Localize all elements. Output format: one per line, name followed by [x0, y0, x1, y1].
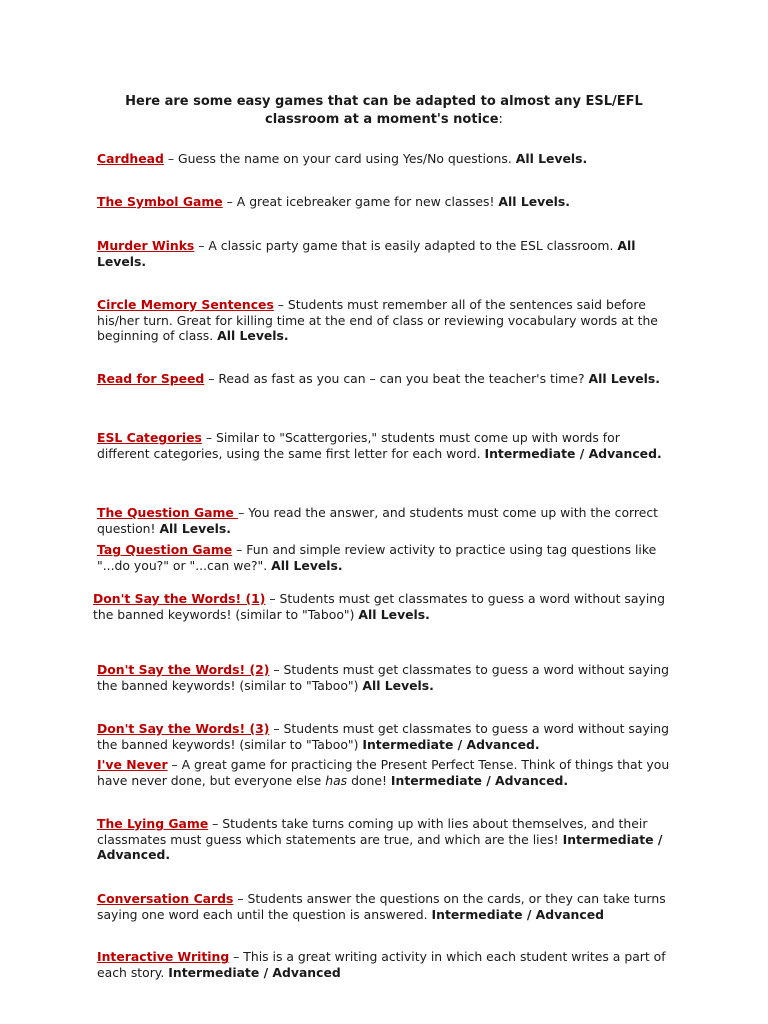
game-entry-circle-memory-sentences [97, 297, 675, 344]
game-entry-tag-question-game [97, 542, 675, 573]
game-description: – Guess the name on your card using Yes/No questions. [163, 151, 516, 166]
game-link-interactive-writing[interactable]: Interactive Writing [97, 949, 230, 964]
game-description: – Students answer the questions on the cards, or they can take turns saying one word each until the question is answered. [97, 891, 666, 922]
game-entry-dont-say-the-words-3 [97, 721, 675, 752]
game-entry-esl-categories [97, 430, 675, 461]
game-level: Intermediate / Advanced. [97, 831, 663, 863]
game-link-dont-say-the-words-1[interactable]: Don't Say the Words! (1) [93, 591, 266, 606]
game-description: – This is a great writing activity in which each student writes a part of each story. [97, 949, 666, 980]
game-link-tag-question-game[interactable]: Tag Question Game [97, 542, 233, 557]
game-description: – Read as fast as you can – can you beat the teacher's time? [204, 371, 589, 386]
game-link-conversation-cards[interactable]: Conversation Cards [97, 891, 234, 906]
game-level: Intermediate / Advanced. [484, 445, 662, 461]
game-description-end: done! [347, 772, 391, 788]
game-link-circle-memory-sentences[interactable]: Circle Memory Sentences [97, 297, 274, 312]
game-link-dont-say-the-words-3[interactable]: Don't Say the Words! (3) [97, 721, 270, 736]
game-entry-read-for-speed [97, 371, 675, 387]
game-description: – A classic party game that is easily adapted to the ESL classroom. [194, 238, 618, 253]
game-level: All Levels. [271, 557, 343, 573]
game-link-read-for-speed[interactable]: Read for Speed [97, 371, 205, 386]
game-description: – A great game for practicing the Present Perfect Tense. Think of things that you have never done, but everyone else [97, 757, 670, 788]
game-link-dont-say-the-words-2[interactable]: Don't Say the Words! (2) [97, 662, 270, 677]
game-level: All Levels. [97, 238, 636, 269]
game-level: All Levels. [588, 371, 660, 386]
game-entry-lying-game [97, 816, 675, 863]
game-level: Intermediate / Advanced [431, 906, 604, 922]
game-level: All Levels. [515, 151, 588, 166]
game-entry-symbol-game [97, 194, 675, 210]
heading-line-2: classroom at a moment's notice [265, 112, 499, 127]
game-level: All Levels. [358, 606, 430, 622]
game-level: Intermediate / Advanced [168, 964, 341, 980]
game-entry-cardhead [97, 151, 675, 167]
heading-colon: : [498, 112, 503, 127]
game-entry-interactive-writing [97, 949, 675, 980]
game-level: All Levels. [498, 194, 570, 209]
heading-line-1: Here are some easy games that can be adapted to almost any ESL/EFL [125, 94, 643, 109]
game-link-cardhead[interactable]: Cardhead [97, 151, 164, 166]
game-description: – Similar to "Scattergories," students must come up with words for different categories, using the same first letter for each word. [97, 430, 620, 461]
game-description: – You read the answer, and students must come up with the correct question! [97, 505, 659, 536]
game-description: – Students take turns coming up with lies about themselves, and their classmates must guess which statements are true, and which are the lies! [97, 816, 648, 847]
game-entry-dont-say-the-words-2 [97, 662, 675, 693]
game-link-ive-never[interactable]: I've Never [97, 757, 168, 772]
game-entry-murder-winks [97, 238, 675, 269]
game-link-question-game[interactable]: The Question Game [97, 505, 239, 520]
game-description: – Students must get classmates to guess a word without saying the banned keywords! (similar to "Taboo") [93, 591, 665, 622]
game-description: – Fun and simple review activity to practice using tag questions like "...do you?" or "...can we?". [97, 542, 657, 573]
game-level: All Levels. [159, 520, 231, 536]
game-link-lying-game[interactable]: The Lying Game [97, 816, 209, 831]
game-link-murder-winks[interactable]: Murder Winks [97, 238, 195, 253]
game-description: – Students must get classmates to guess a word without saying the banned keywords! (similar to "Taboo") [97, 662, 669, 693]
game-entry-dont-say-the-words-1 [93, 591, 671, 622]
game-description: – Students must remember all of the sentences said before his/her turn. Great for killing time at the end of class or reviewing vocabulary words at the beginning of class. [97, 297, 658, 344]
game-description: – A great icebreaker game for new classes! [222, 194, 499, 209]
game-level: Intermediate / Advanced. [390, 772, 569, 788]
game-level: Intermediate / Advanced. [362, 736, 540, 752]
game-entry-ive-never [97, 757, 675, 788]
game-description: – Students must get classmates to guess a word without saying the banned keywords! (similar to "Taboo") [97, 721, 669, 752]
game-level: All Levels. [217, 328, 289, 344]
game-description-emphasis: has [325, 772, 348, 788]
game-level: All Levels. [362, 677, 434, 693]
game-entry-conversation-cards [97, 891, 675, 922]
game-link-esl-categories[interactable]: ESL Categories [97, 430, 202, 445]
game-entry-question-game [97, 505, 675, 536]
game-link-symbol-game[interactable]: The Symbol Game [97, 194, 223, 209]
page-heading [96, 93, 672, 129]
